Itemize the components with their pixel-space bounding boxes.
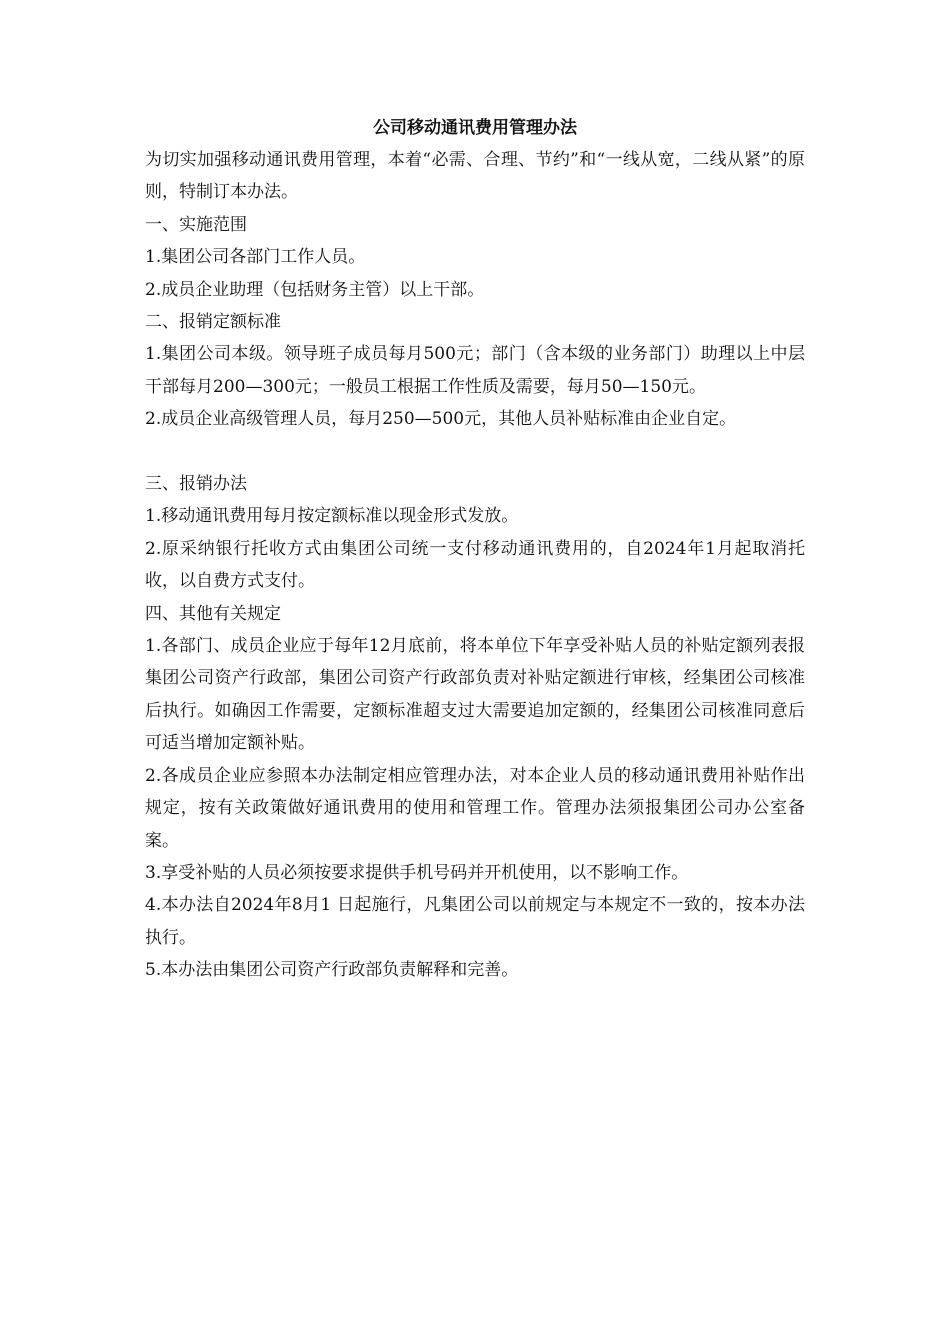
scope-item: 2.成员企业助理（包括财务主管）以上干部。: [145, 279, 485, 300]
document-title: 公司移动通讯费用管理办法: [373, 118, 577, 138]
reimbursement-item: 2.原采纳银行托收方式由集团公司统一支付移动通讯费用的，自2024年1月起取消托收，以自费方式支付。: [145, 538, 805, 592]
reimbursement-item: 1.移动通讯费用每月按定额标准以现金形式发放。: [145, 506, 519, 527]
quota-item: 1.集团公司本级。领导班子成员每月500元；部门（含本级的业务部门）助理以上中层干部每月200—300元；一般员工根据工作性质及需要，每月50—150元。: [145, 344, 805, 397]
scope-item: 1.集团公司各部门工作人员。: [145, 247, 366, 268]
blank-line: [145, 436, 805, 468]
section-heading-scope: 一、实施范围: [145, 214, 247, 235]
other-rules-item: 2.各成员企业应参照本办法制定相应管理办法，对本企业人员的移动通讯费用补贴作出规定，按有关政策做好通讯费用的使用和管理工作。管理办法须报集团公司办公室备案。: [145, 765, 805, 851]
intro-paragraph: 为切实加强移动通讯费用管理，本着“必需、合理、节约”和“一线从宽，二线从紧”的原则，特制订本办法。: [145, 150, 805, 203]
section-heading-quota: 二、报销定额标准: [145, 312, 281, 333]
quota-item: 2.成员企业高级管理人员，每月250—500元，其他人员补贴标准由企业自定。: [145, 409, 737, 430]
document-body: [145, 144, 805, 987]
other-rules-item: 4.本办法自2024年8月1 日起施行，凡集团公司以前规定与本规定不一致的，按本办法执行。: [145, 895, 805, 948]
other-rules-item: 5.本办法由集团公司资产行政部负责解释和完善。: [145, 960, 519, 981]
section-heading-other-rules: 四、其他有关规定: [145, 603, 281, 624]
other-rules-item: 1.各部门、成员企业应于每年12月底前，将本单位下年享受补贴人员的补贴定额列表报集团公司资产行政部，集团公司资产行政部负责对补贴定额进行审核，经集团公司核准后执行。如确因工作需要，定额标准超支过大需要追加定额的，经集团公司核准同意后可适当增加定额补贴。: [145, 636, 805, 754]
section-heading-reimbursement: 三、报销办法: [145, 474, 247, 495]
other-rules-item: 3.享受补贴的人员必须按要求提供手机号码并开机使用，以不影响工作。: [145, 862, 689, 883]
